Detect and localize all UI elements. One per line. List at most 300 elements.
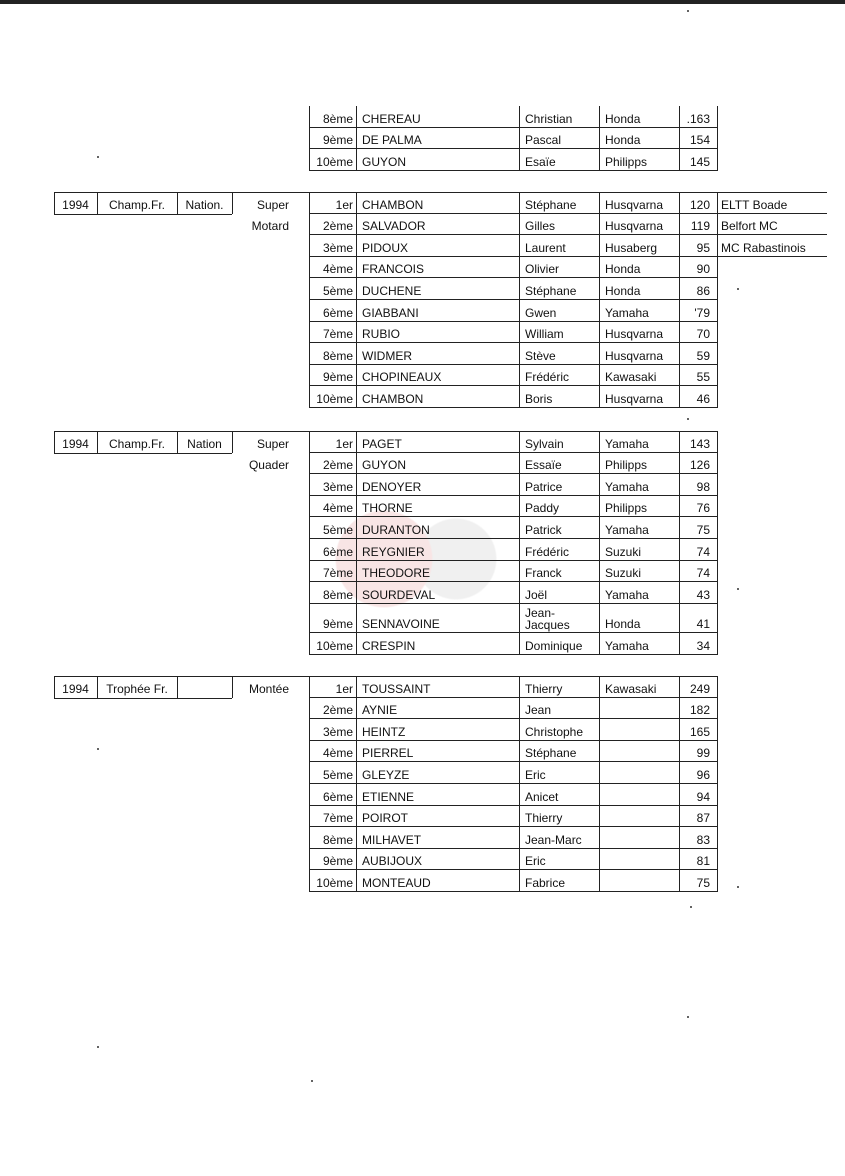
firstname-cell: Eric (525, 854, 546, 869)
scan-speck (311, 1080, 313, 1082)
column-divider (717, 431, 718, 655)
points-cell: .163 (686, 111, 710, 126)
row-divider (309, 256, 717, 257)
lastname-cell: GUYON (362, 154, 407, 169)
level-cell: Nation (187, 436, 222, 451)
table-row (0, 386, 845, 408)
firstname-cell: Patrice (525, 479, 563, 494)
column-divider (519, 676, 520, 892)
table-row (0, 539, 845, 561)
firstname-cell: Jean- Jacques (525, 606, 570, 633)
points-cell: 87 (696, 811, 710, 826)
firstname-cell: Anicet (525, 789, 559, 804)
lastname-cell: FRANCOIS (362, 262, 425, 277)
club-cell (717, 762, 827, 784)
meta-divider (232, 431, 233, 453)
club-cell (717, 257, 827, 279)
table-row (0, 474, 845, 496)
rank-cell: 9ème (322, 133, 353, 148)
row-divider (309, 385, 717, 386)
competition-type-cell: Trophée Fr. (106, 681, 168, 696)
rank-cell: 4ème (322, 746, 353, 761)
table-row (0, 517, 845, 539)
table-row (0, 128, 845, 150)
table-row (0, 719, 845, 741)
club-cell (717, 517, 827, 539)
club-cell (717, 386, 827, 408)
lastname-cell: PIERREL (362, 746, 414, 761)
rank-cell: 5ème (322, 522, 353, 537)
row-divider (309, 603, 717, 604)
make-cell: Kawasaki (605, 681, 657, 696)
points-cell: 83 (696, 832, 710, 847)
rank-cell: 5ème (322, 767, 353, 782)
row-divider (309, 364, 717, 365)
make-cell: Honda (605, 111, 641, 126)
firstname-cell: Frédéric (525, 370, 570, 385)
table-row (0, 192, 845, 214)
meta-divider (54, 676, 55, 698)
points-cell: 59 (696, 348, 710, 363)
row-divider (309, 277, 717, 278)
lastname-cell: HEINTZ (362, 724, 406, 739)
column-divider (679, 431, 680, 655)
column-divider (717, 192, 718, 408)
make-cell: Husqvarna (605, 391, 664, 406)
lastname-cell: MONTEAUD (362, 875, 431, 890)
row-divider (309, 632, 717, 633)
rank-cell: 8ème (322, 587, 353, 602)
row-divider (309, 697, 717, 698)
club-cell (717, 676, 827, 698)
club-cell (717, 582, 827, 604)
lastname-cell: DENOYER (362, 479, 422, 494)
firstname-cell: Frédéric (525, 544, 570, 559)
row-divider (309, 495, 717, 496)
row-divider (309, 740, 717, 741)
category-cell-line2: Quader (248, 458, 289, 473)
firstname-cell: Sylvain (525, 436, 564, 451)
club-cell (717, 343, 827, 365)
lastname-cell: MILHAVET (362, 832, 422, 847)
row-divider (309, 718, 717, 719)
competition-type-cell: Champ.Fr. (108, 197, 165, 212)
rank-cell: 5ème (322, 283, 353, 298)
row-divider (309, 538, 717, 539)
points-cell: 154 (689, 133, 710, 148)
lastname-cell: CRESPIN (362, 638, 416, 653)
lastname-cell: THORNE (362, 501, 413, 516)
rank-cell: 4ème (322, 262, 353, 277)
firstname-cell: Christian (525, 111, 573, 126)
row-divider (309, 805, 717, 806)
club-cell (717, 849, 827, 871)
row-divider (309, 407, 717, 408)
column-divider (309, 676, 310, 892)
scan-speck (690, 906, 692, 908)
table-row (0, 300, 845, 322)
scan-speck (97, 1046, 99, 1048)
table-row (0, 849, 845, 871)
lastname-cell: ETIENNE (362, 789, 415, 804)
club-cell: MC Rabastinois (721, 240, 806, 255)
lastname-cell: POIROT (362, 811, 409, 826)
lastname-cell: TOUSSAINT (362, 681, 431, 696)
scan-speck (687, 10, 689, 12)
club-cell (717, 453, 827, 475)
make-cell (599, 827, 679, 849)
points-cell: 34 (696, 638, 710, 653)
meta-divider (97, 192, 98, 214)
scan-speck (687, 1016, 689, 1018)
points-cell: 90 (696, 262, 710, 277)
firstname-cell: Patrick (525, 522, 562, 537)
lastname-cell: THEODORE (362, 566, 431, 581)
row-divider (309, 213, 717, 214)
points-cell: 119 (690, 219, 710, 234)
column-divider (599, 192, 600, 408)
lastname-cell: PAGET (362, 436, 402, 451)
meta-divider (97, 431, 98, 453)
club-cell (717, 128, 827, 150)
row-divider (309, 321, 717, 322)
points-cell: 249 (689, 681, 710, 696)
meta-divider (177, 192, 178, 214)
points-cell: 120 (689, 197, 710, 212)
points-cell: 94 (696, 789, 710, 804)
lastname-cell: DE PALMA (362, 133, 422, 148)
make-cell (599, 784, 679, 806)
make-cell: Yamaha (605, 436, 649, 451)
block-top-rule (54, 676, 717, 677)
meta-divider (232, 676, 233, 698)
lastname-cell: DURANTON (362, 522, 430, 537)
lastname-cell: REYGNIER (362, 544, 425, 559)
column-divider (599, 106, 600, 171)
table-row (0, 604, 845, 634)
table-row (0, 343, 845, 365)
year-cell: 1994 (62, 681, 89, 696)
row-divider (309, 891, 717, 892)
table-row (0, 322, 845, 344)
make-cell: Yamaha (605, 587, 649, 602)
points-cell: 143 (689, 436, 710, 451)
row-divider (309, 869, 717, 870)
page-top-border (0, 0, 845, 4)
points-cell: 98 (696, 479, 710, 494)
table-row (0, 453, 845, 475)
table-row (0, 806, 845, 828)
table-row (0, 278, 845, 300)
year-cell: 1994 (62, 436, 89, 451)
make-cell (599, 698, 679, 720)
make-cell: Philipps (605, 154, 648, 169)
row-divider (309, 848, 717, 849)
make-cell (599, 870, 679, 892)
table-row (0, 106, 845, 128)
make-cell: Honda (605, 617, 641, 632)
club-cell (717, 149, 827, 171)
points-cell: 99 (696, 746, 710, 761)
points-cell: 46 (696, 391, 710, 406)
table-row (0, 870, 845, 892)
table-row (0, 698, 845, 720)
lastname-cell: CHEREAU (362, 111, 421, 126)
table-row (0, 582, 845, 604)
rank-cell: 7ème (322, 327, 353, 342)
club-cell (717, 784, 827, 806)
category-cell: Super (256, 197, 289, 212)
points-cell: 126 (689, 458, 710, 473)
rank-cell: 1er (335, 436, 353, 451)
rank-cell: 1er (335, 681, 353, 696)
rank-cell: 2ème (322, 458, 353, 473)
club-cell (717, 741, 827, 763)
points-cell: 55 (696, 370, 710, 385)
lastname-cell: GLEYZE (362, 767, 410, 782)
column-divider (356, 676, 357, 892)
column-divider (679, 106, 680, 171)
row-divider (309, 342, 717, 343)
club-cell (717, 539, 827, 561)
firstname-cell: William (525, 327, 564, 342)
lastname-cell: GIABBANI (362, 305, 419, 320)
club-cell (717, 604, 827, 634)
lastname-cell: AYNIE (362, 703, 398, 718)
firstname-cell: Fabrice (525, 875, 566, 890)
table-row (0, 762, 845, 784)
club-cell: ELTT Boade (721, 197, 788, 212)
firstname-cell: Stéphane (525, 283, 577, 298)
meta-divider (232, 192, 233, 214)
row-divider (309, 783, 717, 784)
firstname-cell: Dominique (525, 638, 583, 653)
column-divider (599, 431, 600, 655)
column-divider (519, 192, 520, 408)
table-row (0, 676, 845, 698)
points-cell: 145 (689, 154, 710, 169)
row-divider (309, 516, 717, 517)
club-cell (717, 474, 827, 496)
firstname-cell: Eric (525, 767, 546, 782)
firstname-cell: Jean (525, 703, 552, 718)
table-row (0, 149, 845, 171)
lastname-cell: CHAMBON (362, 197, 424, 212)
firstname-cell: Stève (525, 348, 556, 363)
club-cell (717, 633, 827, 655)
meta-divider (54, 192, 55, 214)
club-rule (717, 213, 827, 214)
lastname-cell: CHOPINEAUX (362, 370, 442, 385)
rank-cell: 2ème (322, 703, 353, 718)
firstname-cell: Jean-Marc (525, 832, 582, 847)
make-cell: Husaberg (605, 240, 658, 255)
firstname-cell: Esaïe (525, 154, 556, 169)
category-cell: Montée (248, 681, 289, 696)
club-cell (717, 806, 827, 828)
points-cell: 96 (696, 767, 710, 782)
scan-speck (687, 418, 689, 420)
club-cell (717, 698, 827, 720)
firstname-cell: Franck (525, 566, 562, 581)
make-cell: Philipps (605, 501, 648, 516)
row-divider (309, 148, 717, 149)
table-row (0, 214, 845, 236)
make-cell: Husqvarna (605, 197, 664, 212)
column-divider (679, 192, 680, 408)
make-cell (599, 806, 679, 828)
points-cell: 86 (696, 283, 710, 298)
make-cell: Yamaha (605, 305, 649, 320)
points-cell: 182 (689, 703, 710, 718)
points-cell: 74 (696, 544, 710, 559)
rank-cell: 10ème (316, 391, 353, 406)
meta-divider (54, 431, 55, 453)
row-divider (309, 473, 717, 474)
meta-divider (177, 676, 178, 698)
points-cell: 70 (696, 327, 710, 342)
rank-cell: 7ème (322, 811, 353, 826)
lastname-cell: SOURDEVAL (362, 587, 436, 602)
table-row (0, 257, 845, 279)
club-cell (717, 431, 827, 453)
lastname-cell: PIDOUX (362, 240, 409, 255)
rank-cell: 6ème (322, 305, 353, 320)
make-cell: Honda (605, 133, 641, 148)
rank-cell: 9ème (322, 617, 353, 632)
column-divider (356, 431, 357, 655)
lastname-cell: WIDMER (362, 348, 412, 363)
points-cell: 76 (696, 501, 710, 516)
firstname-cell: Joël (525, 587, 548, 602)
club-cell (717, 827, 827, 849)
club-cell (717, 719, 827, 741)
row-divider (309, 761, 717, 762)
points-cell: 75 (696, 875, 710, 890)
column-divider (309, 192, 310, 408)
column-divider (679, 676, 680, 892)
row-divider (309, 560, 717, 561)
table-row (0, 235, 845, 257)
make-cell (599, 719, 679, 741)
rank-cell: 9ème (322, 854, 353, 869)
column-divider (717, 106, 718, 171)
rank-cell: 3ème (322, 240, 353, 255)
rank-cell: 4ème (322, 501, 353, 516)
firstname-cell: Olivier (525, 262, 560, 277)
rank-cell: 1er (335, 197, 353, 212)
rank-cell: 2ème (322, 219, 353, 234)
rank-cell: 6ème (322, 544, 353, 559)
make-cell (599, 741, 679, 763)
make-cell (599, 849, 679, 871)
meta-bottom-rule (54, 214, 232, 215)
table-row (0, 496, 845, 518)
rank-cell: 7ème (322, 566, 353, 581)
row-divider (309, 127, 717, 128)
lastname-cell: AUBIJOUX (362, 854, 423, 869)
rank-cell: 3ème (322, 479, 353, 494)
column-divider (519, 431, 520, 655)
club-rule (717, 234, 827, 235)
lastname-cell: SALVADOR (362, 219, 426, 234)
points-cell: '79 (694, 305, 710, 320)
club-cell: Belfort MC (721, 219, 778, 234)
competition-type-cell: Champ.Fr. (108, 436, 165, 451)
firstname-cell: Boris (525, 391, 553, 406)
row-divider (309, 826, 717, 827)
category-cell-line2: Motard (251, 219, 289, 234)
points-cell: 43 (696, 587, 710, 602)
make-cell: Yamaha (605, 522, 649, 537)
category-cell: Super (256, 436, 289, 451)
column-divider (599, 676, 600, 892)
meta-bottom-rule (54, 453, 232, 454)
rank-cell: 6ème (322, 789, 353, 804)
rank-cell: 8ème (322, 348, 353, 363)
row-divider (309, 452, 717, 453)
firstname-cell: Thierry (525, 811, 563, 826)
year-cell: 1994 (62, 197, 89, 212)
table-row (0, 827, 845, 849)
table-row (0, 741, 845, 763)
firstname-cell: Paddy (525, 501, 560, 516)
points-cell: 95 (696, 240, 710, 255)
make-cell: Kawasaki (605, 370, 657, 385)
club-cell (717, 278, 827, 300)
lastname-cell: RUBIO (362, 327, 401, 342)
firstname-cell: Essaïe (525, 458, 562, 473)
rank-cell: 10ème (316, 638, 353, 653)
firstname-cell: Stéphane (525, 746, 577, 761)
lastname-cell: GUYON (362, 458, 407, 473)
row-divider (309, 299, 717, 300)
club-cell (717, 870, 827, 892)
table-row (0, 365, 845, 387)
table-row (0, 784, 845, 806)
firstname-cell: Stéphane (525, 197, 577, 212)
rank-cell: 8ème (322, 832, 353, 847)
block-top-rule (54, 192, 827, 193)
rank-cell: 10ème (316, 875, 353, 890)
firstname-cell: Christophe (525, 724, 584, 739)
column-divider (309, 431, 310, 655)
make-cell: Yamaha (605, 479, 649, 494)
club-cell (717, 322, 827, 344)
make-cell: Suzuki (605, 544, 642, 559)
club-cell (717, 561, 827, 583)
table-row (0, 431, 845, 453)
lastname-cell: SENNAVOINE (362, 617, 440, 632)
row-divider (309, 170, 717, 171)
level-cell: Nation. (185, 197, 224, 212)
meta-divider (177, 431, 178, 453)
rank-cell: 9ème (322, 370, 353, 385)
firstname-cell: Gwen (525, 305, 557, 320)
make-cell: Husqvarna (605, 327, 664, 342)
column-divider (356, 192, 357, 408)
column-divider (356, 106, 357, 171)
rank-cell: 3ème (322, 724, 353, 739)
level-cell (177, 676, 232, 698)
lastname-cell: CHAMBON (362, 391, 424, 406)
points-cell: 81 (696, 854, 710, 869)
table-row (0, 633, 845, 655)
rank-cell: 8ème (322, 111, 353, 126)
meta-divider (97, 676, 98, 698)
make-cell (599, 762, 679, 784)
firstname-cell: Laurent (525, 240, 566, 255)
